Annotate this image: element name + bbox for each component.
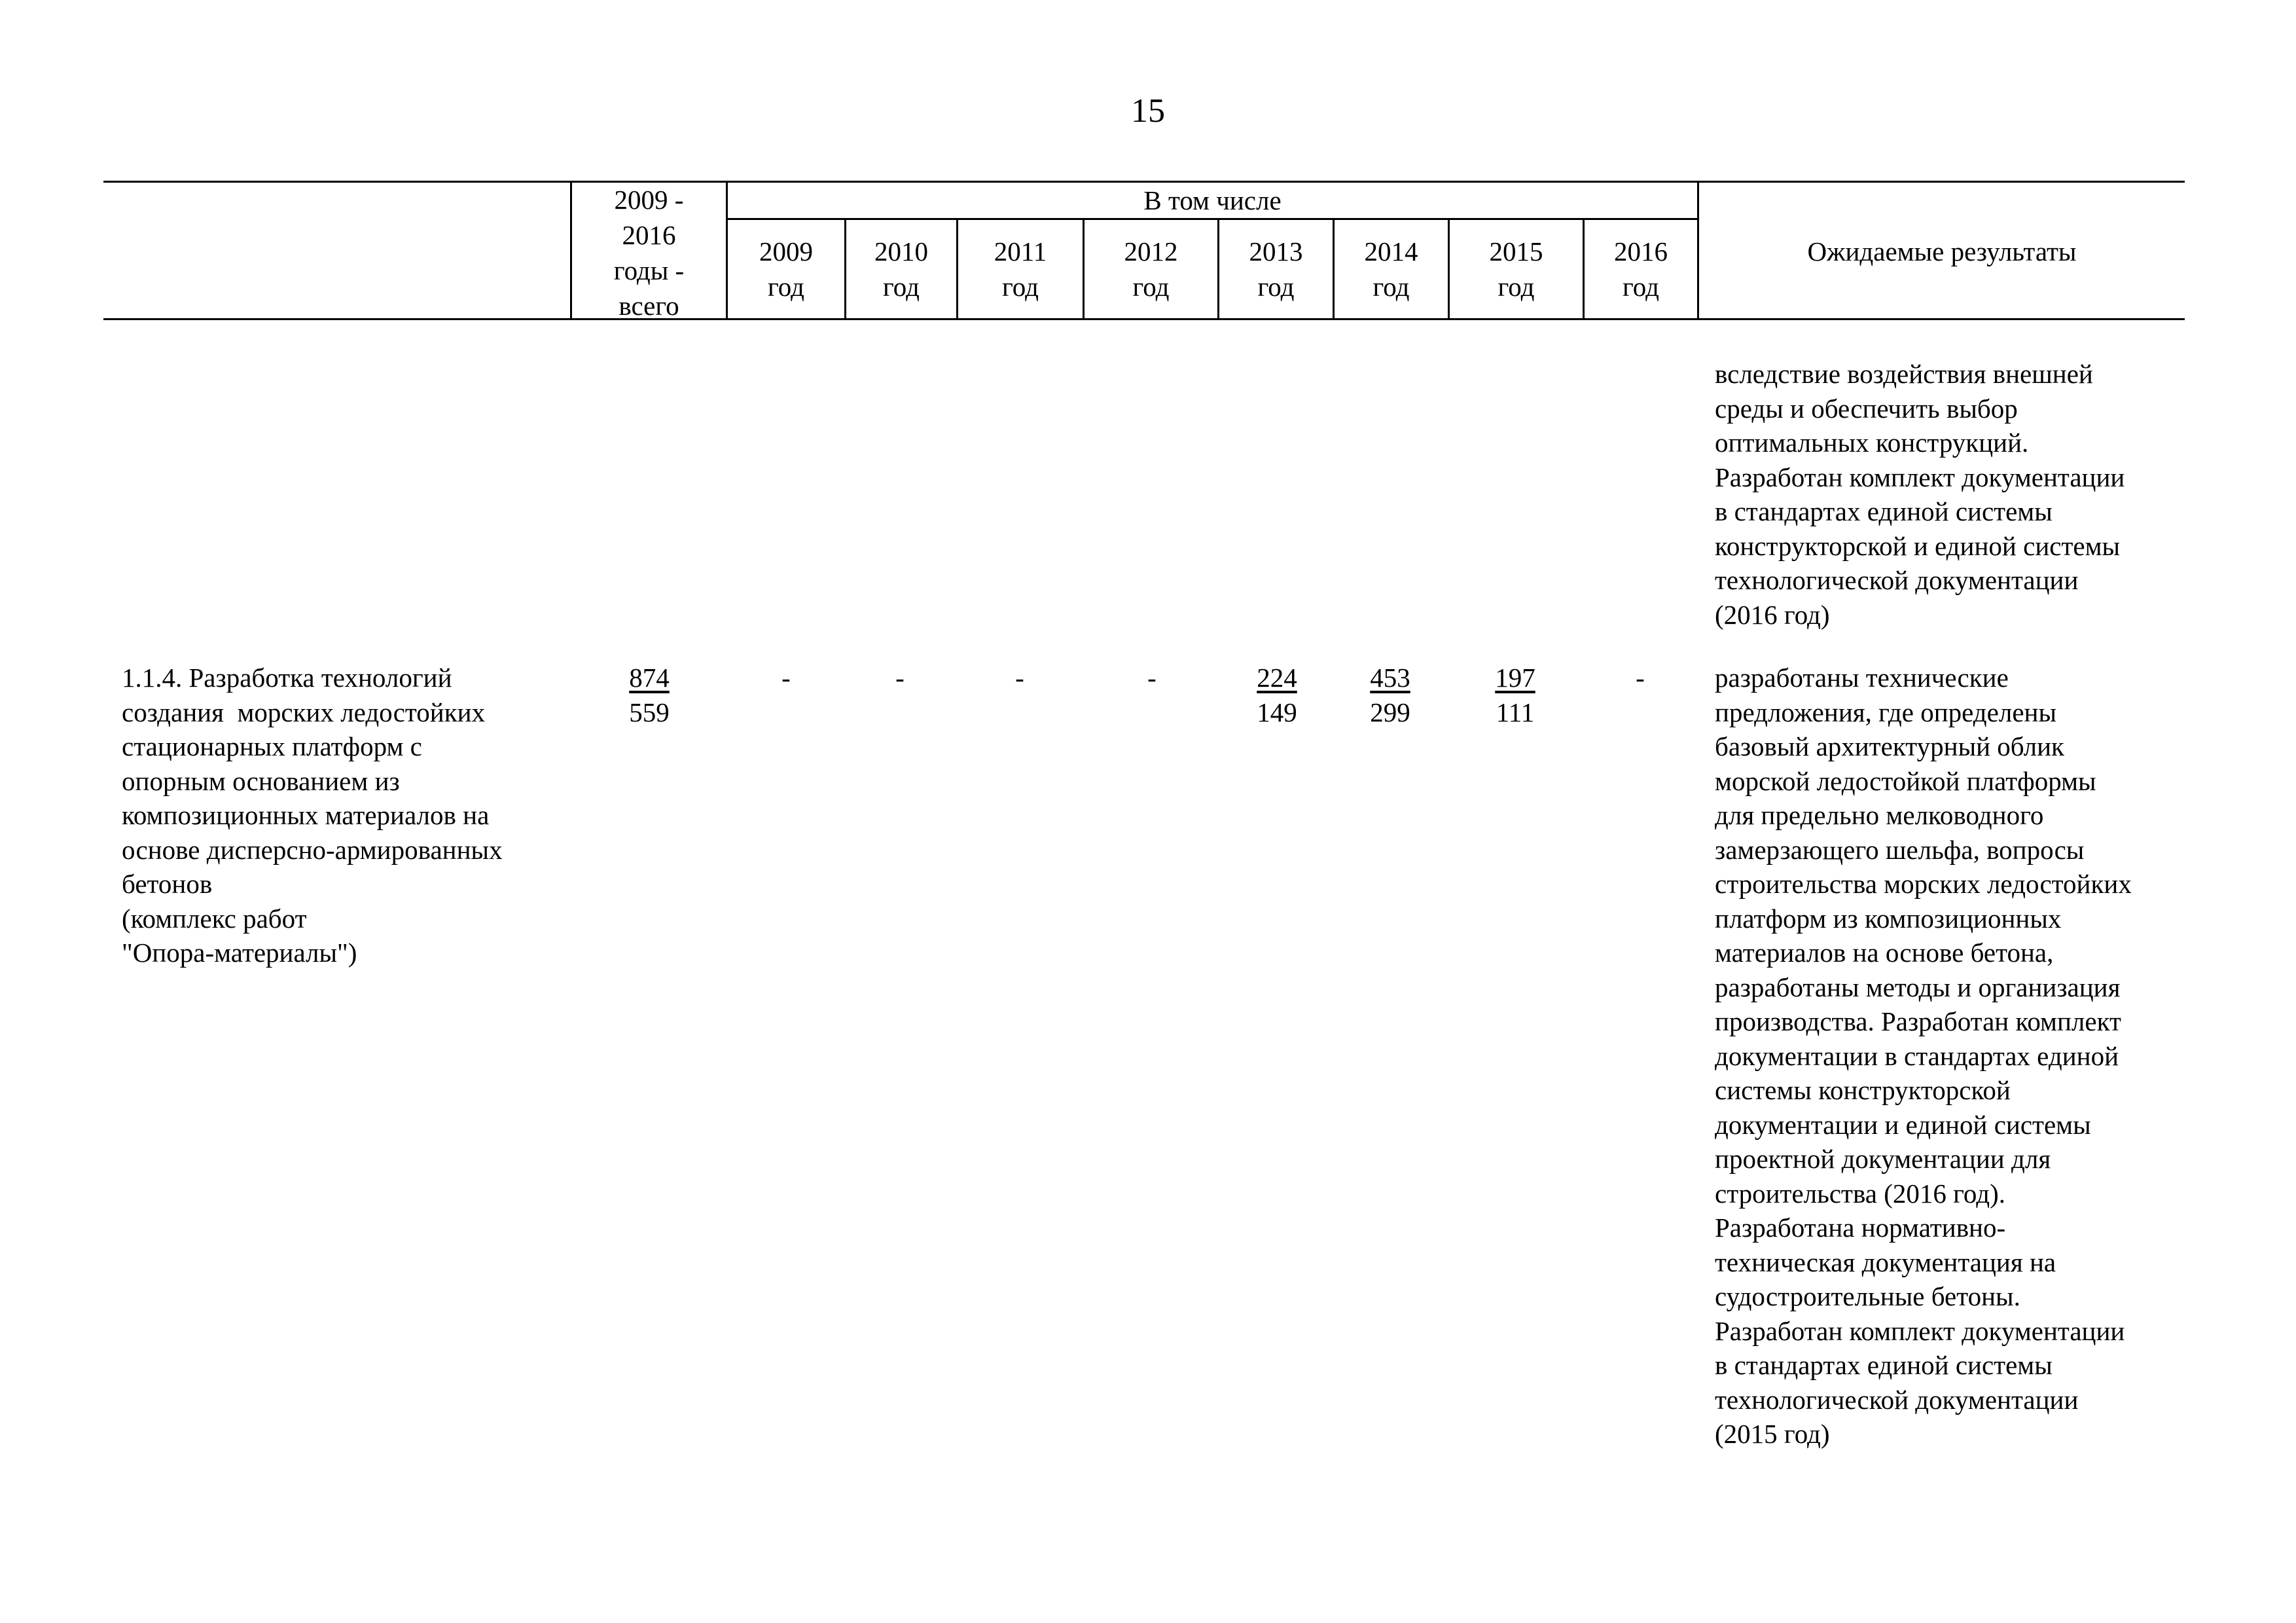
header-year-label: 2014 — [1364, 236, 1418, 266]
row-2013-value — [1238, 661, 1316, 729]
row-2015-actual: 111 — [1496, 697, 1535, 727]
header-results: Ожидаемые результаты — [1807, 236, 2077, 266]
header-year-label: 2016 — [1614, 236, 1668, 266]
row-2012-value: - — [1147, 663, 1157, 693]
header-year-unit: год — [1623, 272, 1659, 302]
header-year-2013 — [1219, 234, 1333, 304]
page-number: 15 — [1131, 92, 1165, 130]
header-year-label: 2009 — [759, 236, 813, 266]
header-year-label: 2013 — [1249, 236, 1303, 266]
row-results-text: разработаны технические предложения, где определены базовый архитектурный облик морской ледостойкой платформы для предельно мелководного замерзающего шельфа, вопросы строительства морских ледостойких платформ из композиционных материалов на основе бетона, разработаны методы и организация производства. Разработан комплект документации в стандартах единой системы конструкторской документации и единой системы проектной документации для строительства (2016 год). Разработана нормативно- техническая документация на судостроительные бетоны. Разработан комплект документации в стандартах единой системы технологической документации (2015 год) — [1715, 663, 2132, 1449]
header-total-line: 2009 - — [614, 185, 684, 215]
header-year-2015 — [1450, 234, 1583, 304]
header-year-unit: год — [1498, 272, 1535, 302]
row-2015-plan: 197 — [1495, 663, 1535, 693]
row-total-plan: 874 — [629, 663, 670, 693]
continuation-results-text: вследствие воздействия внешней среды и обеспечить выбор оптимальных конструкций. Разработан комплект документации в стандартах единой системы конструкторской и единой системы технологической документации (2016 год) — [1715, 359, 2125, 630]
header-total-line: 2016 — [622, 220, 676, 250]
header-year-label: 2011 — [994, 236, 1047, 266]
row-total — [610, 661, 689, 729]
row-2013-actual: 149 — [1257, 697, 1297, 727]
row-2014-actual: 299 — [1370, 697, 1410, 727]
header-year-label: 2015 — [1489, 236, 1543, 266]
header-year-unit: год — [883, 272, 920, 302]
header-year-unit: год — [1132, 272, 1170, 302]
row-2014-value — [1351, 661, 1429, 729]
row-total-actual: 559 — [629, 697, 670, 727]
header-in-that-number: В том числе — [1143, 185, 1282, 215]
row-2013-plan: 224 — [1257, 663, 1297, 693]
row-2015-value — [1476, 661, 1554, 729]
header-total-line: годы - — [613, 255, 685, 285]
header-year-unit: год — [1257, 272, 1295, 302]
header-year-unit: год — [1372, 272, 1410, 302]
header-total-line: всего — [619, 291, 679, 321]
header-total — [572, 182, 726, 323]
header-year-2014 — [1335, 234, 1448, 304]
continuation-results — [1715, 357, 2186, 632]
header-year-2009 — [728, 234, 844, 304]
row-2016-value: - — [1636, 663, 1645, 693]
row-2014-plan: 453 — [1370, 663, 1410, 693]
header-year-unit: год — [768, 272, 804, 302]
header-year-label: 2012 — [1124, 236, 1178, 266]
row-2011-value: - — [1015, 663, 1024, 693]
header-year-label: 2010 — [874, 236, 928, 266]
header-bottom-rule — [103, 318, 2185, 320]
header-year-2010 — [846, 234, 956, 304]
row-2010-value: - — [895, 663, 905, 693]
row-name-text: 1.1.4. Разработка технологий создания морских ледостойких стационарных платформ с опорным основанием из композиционных материалов на основе дисперсно-армированных бетонов (комплекс работ "Опора-материалы") — [122, 663, 503, 968]
header-year-unit: год — [1002, 272, 1039, 302]
header-year-2011 — [958, 234, 1083, 304]
header-year-2016 — [1585, 234, 1697, 304]
row-2009-value: - — [781, 663, 791, 693]
header-year-2012 — [1085, 234, 1217, 304]
header-subrule — [726, 218, 1698, 220]
row-name — [122, 661, 567, 970]
row-results — [1715, 661, 2186, 1451]
